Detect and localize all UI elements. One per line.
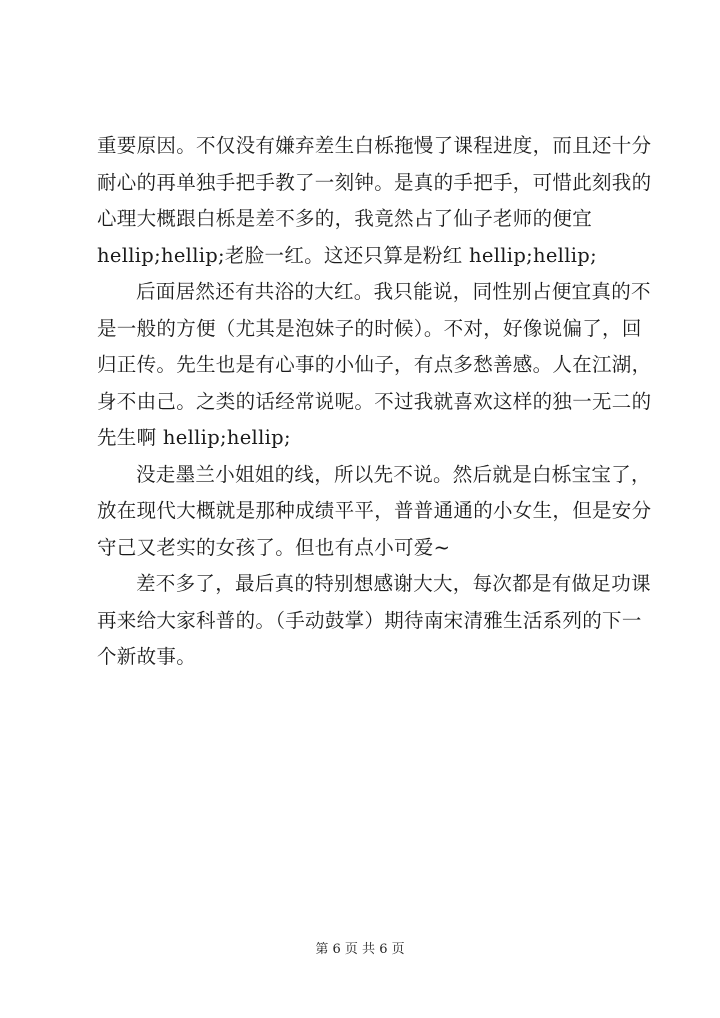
text-line: 守己又老实的女孩了。但也有点小可爱~ [97, 535, 451, 559]
page-footer: 第 6 页 共 6 页 [315, 942, 405, 957]
text-line: hellip;hellip;老脸一红。这还只算是粉红 hellip;hellip; [97, 243, 597, 267]
document-body [97, 128, 652, 676]
text-line: 心理大概跟白栎是差不多的，我竟然占了仙子老师的便宜 [97, 207, 593, 230]
text-line: 重要原因。不仅没有嫌弃差生白栎拖慢了课程进度，而且还十分 [97, 134, 652, 157]
text-line: 身不由己。之类的话经常说呢。不过我就喜欢这样的独一无二的 [97, 389, 652, 413]
paragraph-1 [97, 128, 652, 274]
text-line: 先生啊 hellip;hellip; [97, 426, 291, 449]
text-line: 归正传。先生也是有心事的小仙子，有点多愁善感。人在江湖， [97, 353, 652, 376]
text-line: 再来给大家科普的。（手动鼓掌）期待南宋清雅生活系列的下一 [97, 608, 642, 632]
text-line: 个新故事。 [97, 645, 197, 668]
text-line: 放在现代大概就是那种成绩平平，普普通通的小女生，但是安分 [97, 499, 652, 522]
text-line: 是一般的方便（尤其是泡妹子的时候）。不对，好像说偏了，回 [97, 316, 642, 340]
paragraph-3 [97, 457, 652, 567]
paragraph-4 [97, 566, 651, 676]
text-line: 没走墨兰小姐姐的线，所以先不说。然后就是白栎宝宝了， [136, 462, 651, 486]
text-line: 差不多了，最后真的特别想感谢大大，每次都是有做足功课 [136, 572, 651, 595]
text-line: 后面居然还有共浴的大红。我只能说，同性别占便宜真的不 [136, 280, 651, 303]
paragraph-2 [97, 274, 652, 457]
text-line: 耐心的再单独手把手教了一刻钟。是真的手把手，可惜此刻我的 [97, 170, 652, 194]
